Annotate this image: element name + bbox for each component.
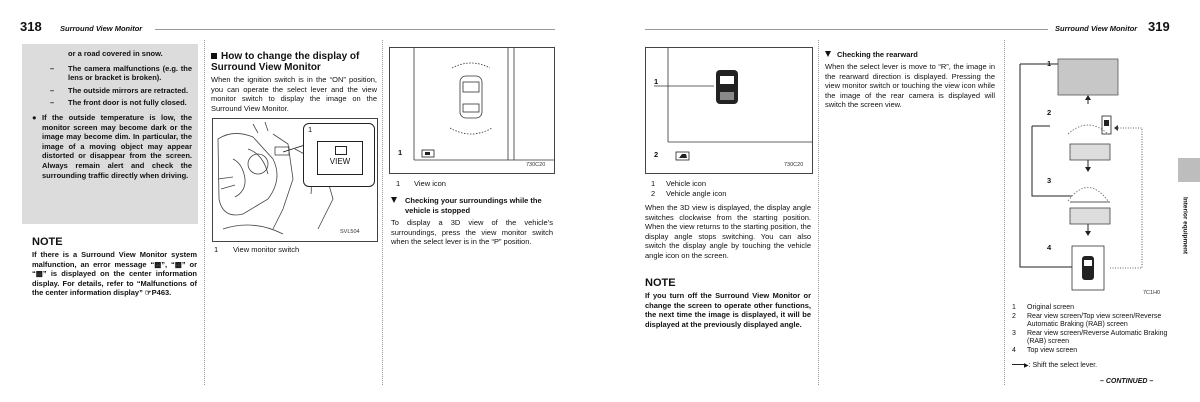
list-item: – The camera malfunctions (e.g. the lens or bracket is broken). [50, 63, 192, 83]
3d-view-body: When the 3D view is displayed, the display angle switches clockwise from the starting position. When the view returns to the starting position, the display angle stops switching. You can also switch the display angle by touching the vehicle angle icon on the screen. [645, 203, 811, 260]
column-divider [1004, 40, 1005, 385]
fig2-caption-num: 1 [396, 179, 401, 188]
side-tab-label: Interior equipment [1181, 196, 1189, 255]
fig1-callout: 1 [308, 125, 313, 134]
fig2-caption: View icon [414, 179, 446, 188]
caution-box [22, 44, 198, 224]
subsection-title-stopped: Checking your surroundings while the vehicle is stopped [391, 196, 553, 215]
camera-icon [335, 146, 347, 155]
list-item: 1 Vehicle icon [651, 179, 707, 188]
top-view-illustration [390, 48, 554, 173]
fig4-code: 7C1H0 [1143, 290, 1161, 296]
fig4-captions [1012, 304, 1170, 356]
fig3-code: 730C20 [784, 162, 804, 168]
subsection-body-stopped: To display a 3D view of the vehicle’s surroundings, press the view monitor switch when the select lever is in the “P” position. [391, 218, 553, 247]
note-text: If there is a Surround View Monitor system malfunction, an error message “▩”, “▩” or “▩” is displayed on the center information display. For details, refer to “Malfunctions of the center information display” ☞P463. [32, 250, 197, 298]
list-item: – The outside mirrors are retracted. [50, 85, 189, 95]
fig1-caption-num: 1 [214, 245, 219, 254]
fig3-captions [651, 179, 811, 198]
left-page-number: 318 [20, 19, 42, 34]
note-title-right: NOTE [645, 277, 676, 289]
fig3-callout-1: 1 [654, 77, 659, 86]
left-header-rule [155, 29, 555, 30]
side-tab-marker [1178, 158, 1200, 182]
note-title: NOTE [32, 236, 63, 248]
caution-bullet: ● If the outside temperature is low, the monitor screen may become dark or the image may become dim. In particular, the image of a moving object may appear distorted or disappear from the screen. Always remain alert and check the surrounding traffic directly when driving. [32, 112, 192, 180]
column-divider [204, 40, 205, 385]
list-item: 4 Top view screen [1012, 346, 1078, 354]
dashboard-figure [212, 118, 378, 242]
fig4-legend: ▶: Shift the select lever. [1012, 362, 1097, 369]
list-item: 3 Rear view screen/Reverse Automatic Braking (RAB) screen [1012, 329, 1168, 346]
list-item: – The front door is not fully closed. [50, 98, 187, 108]
flow-label-3: 3 [1047, 176, 1052, 185]
note-text-right: If you turn off the Surround View Monitor or change the screen to operate other functions, the next time the image is displayed, it will be displayed at the previously displayed angle. [645, 291, 811, 329]
top-view-figure [389, 47, 555, 174]
subsection-title-rearward: Checking the rearward [825, 50, 997, 60]
right-page-number: 319 [1148, 19, 1170, 34]
caution-continued-text: or a road covered in snow. [68, 49, 163, 58]
3d-view-figure [645, 47, 813, 174]
fig1-code: SVL504 [340, 229, 360, 235]
screen-flow-diagram [1010, 56, 1170, 306]
triangle-icon [825, 51, 831, 57]
flow-label-2: 2 [1047, 108, 1052, 117]
list-item: 2 Rear view screen/Top view screen/Reverse Automatic Braking (RAB) screen [1012, 312, 1162, 329]
flow-label-1: 1 [1047, 59, 1052, 68]
right-header-rule [645, 29, 1048, 30]
column-divider [382, 40, 383, 385]
bullet-icon: ● [32, 112, 37, 122]
continued-label: – CONTINUED – [1100, 378, 1154, 385]
square-icon [211, 53, 217, 59]
caution-dash-list [22, 59, 198, 108]
section-title: How to change the display of Surround View Monitor [211, 51, 360, 73]
right-running-title: Surround View Monitor [1055, 24, 1138, 33]
section-body: When the ignition switch is in the “ON” position, you can operate the select lever and the view monitor switch to display the image on the Surround View Monitor. [211, 75, 377, 113]
fig3-callout-2: 2 [654, 150, 659, 159]
triangle-icon [391, 196, 403, 206]
flow-label-4: 4 [1047, 243, 1052, 252]
side-tab [1176, 188, 1189, 268]
list-item: 2 Vehicle angle icon [651, 188, 727, 198]
fig1-caption: View monitor switch [233, 245, 300, 254]
left-running-title: Surround View Monitor [60, 24, 143, 33]
view-button-label: VIEW [329, 157, 351, 166]
view-button [317, 141, 363, 175]
3d-view-illustration [646, 48, 812, 173]
subsection-body-rearward: When the select lever is move to “R”, the image in the rearward direction is displayed. Pressing the view monitor switch or touching the view icon while the image of the rear camera is displayed will switch the screen view. [825, 62, 995, 110]
arrow-icon [1012, 364, 1024, 365]
column-divider [818, 40, 819, 385]
fig2-code: 730C20 [526, 162, 546, 168]
list-item: 1 Original screen [1012, 304, 1075, 311]
fig2-callout: 1 [398, 148, 403, 157]
screen-flow-illustration [1010, 56, 1170, 306]
